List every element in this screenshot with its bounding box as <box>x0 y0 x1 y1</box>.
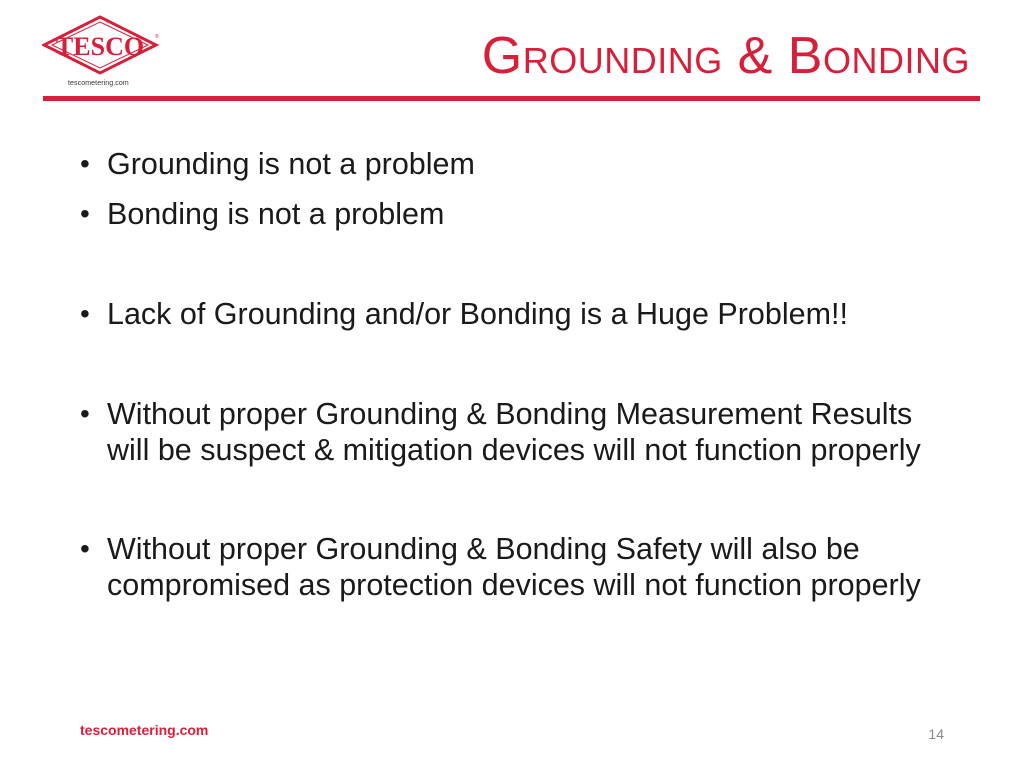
logo-brand-text: TESCO <box>55 32 145 61</box>
bullet-dot-icon: • <box>80 533 90 564</box>
bullet-dot-icon: • <box>80 148 90 179</box>
bullet-text: Grounding is not a problem <box>107 147 475 181</box>
bullet-item <box>80 196 960 232</box>
bullet-dot-icon: • <box>80 198 90 229</box>
page-number: 14 <box>928 726 944 742</box>
bullet-text: Without proper Grounding & Bonding Safety will also be compromised as protection devices will not function properly <box>107 532 921 602</box>
logo-url: tescometering.com <box>68 80 129 87</box>
title-divider <box>43 96 980 101</box>
tesco-logo <box>42 14 162 96</box>
slide-title: Grounding & Bonding <box>481 27 970 85</box>
bullet-item <box>80 146 960 182</box>
bullet-item <box>80 296 960 332</box>
bullet-text: Lack of Grounding and/or Bonding is a Huge Problem!! <box>107 297 848 331</box>
footer-url-link[interactable]: tescometering.com <box>80 722 209 738</box>
bullet-item <box>80 531 960 603</box>
registered-mark-icon: ® <box>155 34 159 40</box>
bullet-list <box>80 146 960 603</box>
bullet-text: Without proper Grounding & Bonding Measurement Results will be suspect & mitigation devices will not function properly <box>107 397 921 467</box>
bullet-text: Bonding is not a problem <box>107 197 445 231</box>
tesco-diamond-logo-icon <box>42 14 162 76</box>
bullet-dot-icon: • <box>80 298 90 329</box>
bullet-dot-icon: • <box>80 398 90 429</box>
bullet-item <box>80 396 960 468</box>
